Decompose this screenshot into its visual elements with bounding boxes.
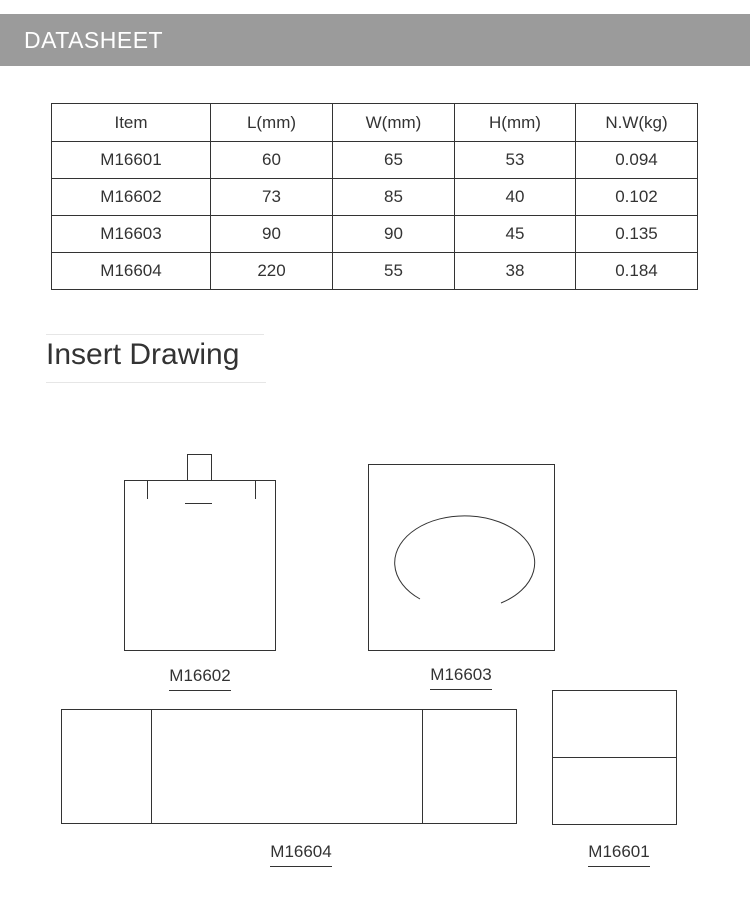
drawing-m16603	[369, 465, 555, 651]
col-header-height: H(mm)	[455, 104, 576, 142]
cell-length: 220	[211, 253, 333, 290]
m16602-hanger-tab	[188, 455, 212, 481]
cell-length: 90	[211, 216, 333, 253]
cell-width: 65	[333, 142, 455, 179]
drawing-m16601	[553, 691, 677, 825]
cell-item: M16603	[52, 216, 211, 253]
label-m16602	[160, 666, 240, 691]
cell-weight: 0.094	[576, 142, 698, 179]
cell-length: 60	[211, 142, 333, 179]
cell-width: 55	[333, 253, 455, 290]
cell-width: 90	[333, 216, 455, 253]
cell-height: 38	[455, 253, 576, 290]
m16604-outline	[62, 710, 517, 824]
cell-width: 85	[333, 179, 455, 216]
label-m16601-text: M16601	[588, 842, 650, 861]
label-underline	[430, 689, 492, 690]
m16602-card-outline	[125, 481, 276, 651]
m16603-bangle-arc	[395, 516, 535, 603]
col-header-item: Item	[52, 104, 211, 142]
drawing-m16602	[125, 455, 276, 651]
cell-height: 45	[455, 216, 576, 253]
col-header-width: W(mm)	[333, 104, 455, 142]
label-underline	[169, 690, 231, 691]
col-header-length: L(mm)	[211, 104, 333, 142]
m16603-square-outline	[369, 465, 555, 651]
label-m16603	[421, 665, 501, 690]
label-m16603-text: M16603	[430, 665, 492, 684]
cell-item: M16602	[52, 179, 211, 216]
cell-length: 73	[211, 179, 333, 216]
drawing-m16604	[62, 710, 517, 824]
cell-item: M16601	[52, 142, 211, 179]
cell-item: M16604	[52, 253, 211, 290]
label-underline	[270, 866, 332, 867]
section-title: Insert Drawing	[46, 338, 240, 371]
cell-weight: 0.102	[576, 179, 698, 216]
cell-height: 40	[455, 179, 576, 216]
label-underline	[588, 866, 650, 867]
cell-height: 53	[455, 142, 576, 179]
label-m16601	[579, 842, 659, 867]
label-m16602-text: M16602	[169, 666, 231, 685]
cell-weight: 0.135	[576, 216, 698, 253]
label-m16604-text: M16604	[270, 842, 332, 861]
col-header-weight: N.W(kg)	[576, 104, 698, 142]
banner-title: DATASHEET	[24, 27, 164, 53]
cell-weight: 0.184	[576, 253, 698, 290]
label-m16604	[261, 842, 341, 867]
